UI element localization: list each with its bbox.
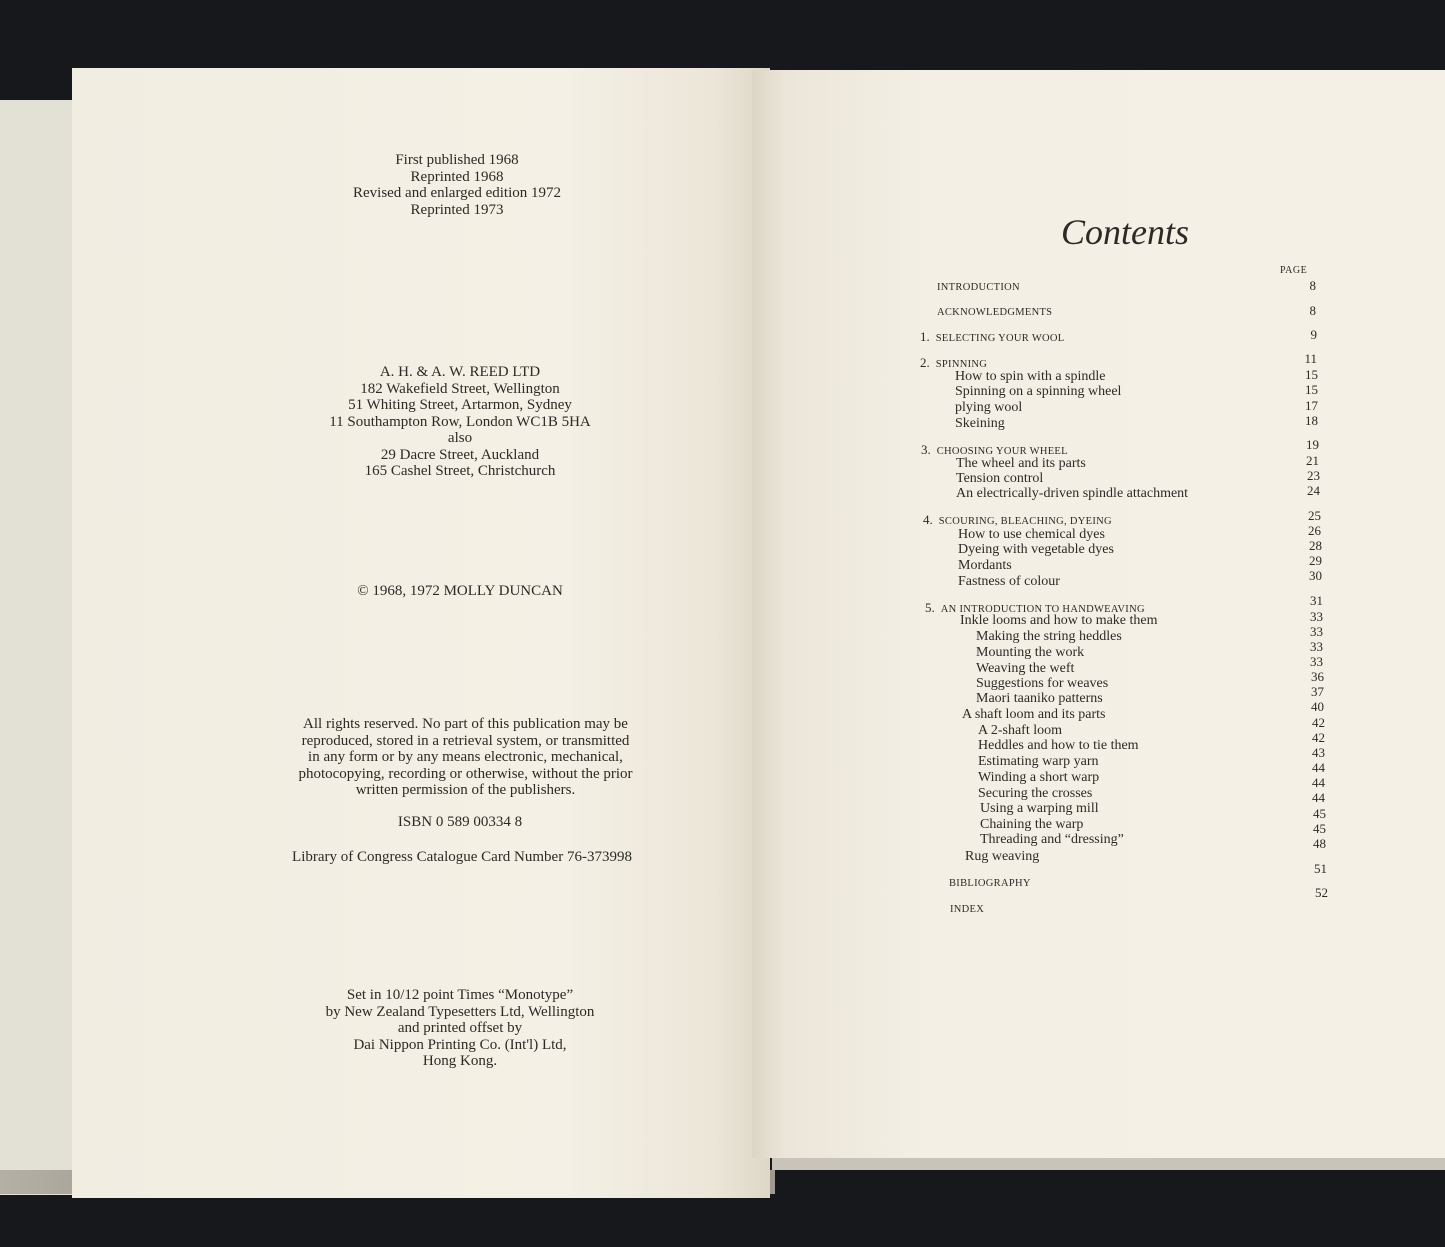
toc-entry [920, 329, 1065, 347]
toc-page-number: 44 [1312, 790, 1325, 805]
toc-entry [978, 786, 1092, 802]
toc-entry-title: Weaving the weft [976, 661, 1075, 676]
toc-entry-number: 4. [923, 512, 933, 527]
toc-page-number: 30 [1309, 568, 1322, 583]
colophon-line: Hong Kong. [422, 1053, 498, 1069]
toc-entry [978, 738, 1139, 754]
publisher-line: also [447, 430, 473, 446]
toc-entry [960, 613, 1158, 629]
toc-page-number: 11 [1304, 351, 1317, 366]
toc-entry-number: 5. [925, 600, 935, 615]
toc-entry-title: Fastness of colour [958, 574, 1060, 589]
publisher-line: 11 Southampton Row, London WC1B 5HA [329, 413, 591, 430]
toc-page-number: 24 [1307, 483, 1320, 498]
publisher-line: 182 Wakefield Street, Wellington [360, 380, 560, 397]
toc-entry [955, 400, 1022, 416]
toc-entry-title: SPINNING [935, 359, 988, 370]
rights-line: photocopying, recording or otherwise, without the prior [298, 765, 633, 782]
toc-entry [965, 849, 1039, 865]
rights-line: All rights reserved. No part of this publication may be [303, 716, 628, 732]
rights-notice [268, 716, 663, 799]
toc-entry-title: Mounting the work [976, 645, 1085, 660]
toc-entry-title: INDEX [950, 904, 985, 915]
toc-page-number: 18 [1305, 413, 1318, 428]
rights-line: in any form or by any means electronic, mechanical, [308, 749, 623, 765]
toc-page-number: 31 [1310, 593, 1323, 608]
toc-entry [949, 876, 1031, 892]
toc-entry [937, 305, 1052, 321]
page-column-header: PAGE [1280, 265, 1308, 276]
toc-entry-title: Rug weaving [965, 849, 1040, 864]
toc-page-number: 33 [1310, 624, 1323, 639]
colophon-line: Set in 10/12 point Times “Monotype” [346, 987, 574, 1003]
toc-page-number: 8 [1309, 303, 1316, 318]
library-of-congress-number: Library of Congress Catalogue Card Number 76-373998 [292, 849, 632, 865]
publisher-line: A. H. & A. W. REED LTD [379, 364, 541, 380]
toc-entry-title: Making the string heddles [976, 629, 1122, 644]
toc-entry-title: ACKNOWLEDGMENTS [937, 307, 1053, 318]
toc-entry-title: AN INTRODUCTION TO HANDWEAVING [940, 604, 1145, 615]
toc-entry-title: Threading and “dressing” [980, 832, 1124, 847]
publisher-line: 29 Dacre Street, Auckland [380, 446, 540, 463]
toc-entry [978, 723, 1062, 739]
toc-entry-title: How to use chemical dyes [958, 527, 1105, 542]
toc-page-number: 28 [1309, 538, 1322, 553]
toc-entry-number: 1. [920, 329, 930, 344]
imprint-line: Revised and enlarged edition 1972 [352, 185, 561, 201]
imprint-line: Reprinted 1968 [410, 168, 504, 185]
toc-entry [976, 691, 1103, 707]
toc-page-number: 19 [1306, 437, 1319, 452]
toc-page-number: 21 [1306, 453, 1319, 468]
publisher-block [300, 364, 620, 480]
toc-entry-title: plying wool [955, 400, 1023, 415]
copyright-notice: © 1968, 1972 MOLLY DUNCAN [357, 583, 563, 599]
toc-entry-title: CHOOSING YOUR WHEEL [936, 446, 1068, 457]
toc-page-number: 40 [1311, 699, 1324, 714]
imprint-line: Reprinted 1973 [410, 201, 504, 218]
publisher-line: 165 Cashel Street, Christchurch [364, 463, 556, 479]
toc-entry [962, 707, 1106, 723]
toc-entry-title: Chaining the warp [980, 817, 1084, 832]
toc-page-number: 33 [1310, 654, 1323, 669]
toc-page-number: 48 [1313, 836, 1326, 851]
toc-page-number: 25 [1308, 508, 1321, 523]
imprint-line: First published 1968 [395, 152, 519, 168]
toc-entry [978, 770, 1099, 786]
publisher-line: 51 Whiting Street, Artarmon, Sydney [348, 397, 572, 413]
toc-entry [937, 280, 1020, 296]
toc-entry-title: Estimating warp yarn [978, 754, 1099, 769]
toc-entry-title: How to spin with a spindle [955, 369, 1106, 384]
toc-entry-title: A 2-shaft loom [978, 723, 1062, 738]
toc-page-number: 15 [1305, 382, 1318, 397]
toc-entry [956, 471, 1043, 487]
toc-entry [956, 486, 1188, 502]
toc-entry-title: Using a warping mill [980, 801, 1099, 816]
toc-entry-title: A shaft loom and its parts [962, 707, 1106, 722]
toc-entry [955, 369, 1106, 385]
rights-line: written permission of the publishers. [355, 782, 576, 798]
toc-entry-title: INTRODUCTION [937, 282, 1020, 293]
colophon-line: Dai Nippon Printing Co. (Int'l) Ltd, [353, 1036, 567, 1053]
toc-page-number: 9 [1310, 327, 1317, 342]
toc-page-number: 51 [1314, 861, 1327, 876]
toc-page-number: 33 [1310, 639, 1323, 654]
toc-entry [955, 416, 1005, 432]
toc-page-number: 44 [1312, 775, 1325, 790]
toc-page-number: 43 [1312, 745, 1325, 760]
toc-page-number: 23 [1307, 468, 1320, 483]
toc-entry [958, 542, 1114, 558]
toc-entry-title: SCOURING, BLEACHING, DYEING [938, 516, 1112, 527]
toc-page-number: 26 [1308, 523, 1321, 538]
toc-page-number: 36 [1311, 669, 1324, 684]
toc-entry [958, 527, 1105, 543]
toc-page-number: 45 [1313, 806, 1326, 821]
toc-entry [956, 456, 1086, 472]
toc-entry-title: Winding a short warp [978, 770, 1100, 785]
toc-entry [958, 574, 1060, 590]
toc-page-number: 17 [1305, 398, 1318, 413]
toc-entry-number: 2. [920, 355, 930, 370]
contents-title: Contents [1060, 212, 1189, 252]
toc-page-number: 45 [1313, 821, 1326, 836]
toc-entry [976, 629, 1122, 645]
toc-entry-number: 3. [921, 442, 931, 457]
toc-entry [955, 384, 1121, 400]
toc-entry-title: Dyeing with vegetable dyes [958, 542, 1114, 557]
toc-page-number: 15 [1305, 367, 1318, 382]
toc-entry-title: Suggestions for weaves [976, 676, 1109, 691]
rights-line: reproduced, stored in a retrieval system, or transmitted [301, 732, 630, 749]
toc-page-number: 44 [1312, 760, 1325, 775]
toc-page-number: 33 [1310, 609, 1323, 624]
toc-entry-title: The wheel and its parts [956, 456, 1086, 471]
imprint-block [312, 152, 602, 218]
toc-entry [980, 817, 1083, 833]
toc-entry-title: Tension control [956, 471, 1044, 486]
colophon-line: and printed offset by [397, 1020, 523, 1036]
toc-entry-title: An electrically-driven spindle attachment [956, 486, 1189, 501]
toc-entry-title: Inkle looms and how to make them [960, 613, 1158, 628]
toc-entry [958, 558, 1012, 574]
toc-entry [950, 902, 984, 918]
toc-entry-title: Maori taaniko patterns [976, 691, 1103, 706]
toc-entry [976, 661, 1074, 677]
toc-entry-title: Spinning on a spinning wheel [955, 384, 1122, 399]
toc-page-number: 52 [1315, 885, 1328, 900]
toc-page-number: 29 [1309, 553, 1322, 568]
toc-page-number: 42 [1312, 715, 1325, 730]
toc-entry-title: SELECTING YOUR WOOL [935, 333, 1065, 344]
toc-entry-title: BIBLIOGRAPHY [949, 878, 1031, 889]
toc-entry-title: Heddles and how to tie them [978, 738, 1139, 753]
toc-entry [980, 801, 1099, 817]
toc-entry [976, 676, 1108, 692]
toc-page-number: 37 [1311, 684, 1324, 699]
isbn: ISBN 0 589 00334 8 [397, 814, 523, 830]
toc-entry-title: Mordants [958, 558, 1012, 573]
toc-page-number: 42 [1312, 730, 1325, 745]
toc-entry [978, 754, 1099, 770]
toc-entry [980, 832, 1124, 848]
toc-entry-title: Skeining [955, 416, 1005, 431]
toc-entry-title: Securing the crosses [978, 786, 1093, 801]
toc-entry [976, 645, 1084, 661]
colophon-block [290, 987, 630, 1070]
toc-page-number: 8 [1309, 278, 1316, 293]
colophon-line: by New Zealand Typesetters Ltd, Wellington [325, 1003, 595, 1020]
